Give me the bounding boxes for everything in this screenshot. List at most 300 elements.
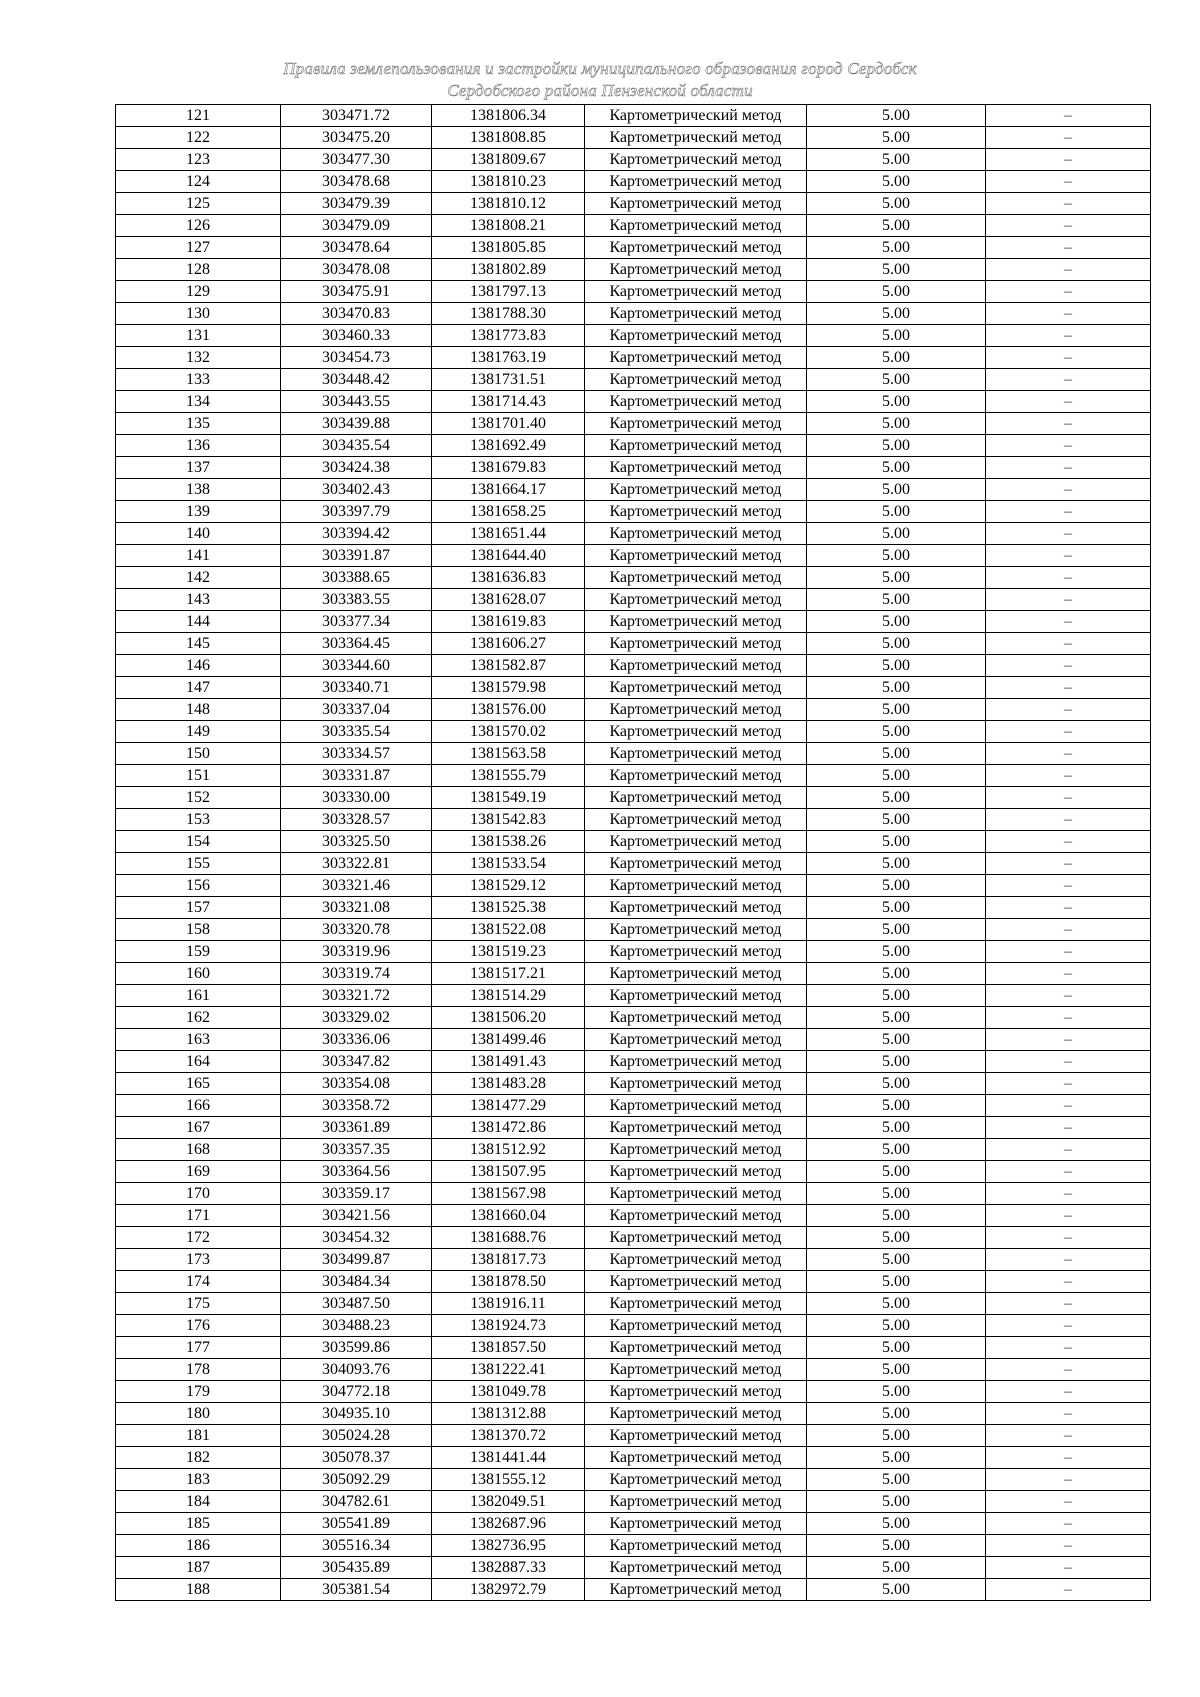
table-row: [116, 567, 1151, 589]
y-coordinate-cell: 1381688.76: [432, 1227, 585, 1249]
point-number-cell: 182: [116, 1447, 281, 1469]
x-coordinate-cell: 304935.10: [281, 1403, 432, 1425]
x-coordinate-cell: 303364.45: [281, 633, 432, 655]
table-row: [116, 1227, 1151, 1249]
y-coordinate-cell: 1381924.73: [432, 1315, 585, 1337]
y-coordinate-cell: 1381570.02: [432, 721, 585, 743]
table-row: [116, 1469, 1151, 1491]
description-cell: –: [986, 545, 1151, 567]
y-coordinate-cell: 1382049.51: [432, 1491, 585, 1513]
header-line-1: Правила землепользования и застройки муниципального образования город Сердобск: [283, 59, 917, 78]
accuracy-cell: 5.00: [807, 1491, 986, 1513]
accuracy-cell: 5.00: [807, 523, 986, 545]
point-number-cell: 181: [116, 1425, 281, 1447]
x-coordinate-cell: 303337.04: [281, 699, 432, 721]
x-coordinate-cell: 303424.38: [281, 457, 432, 479]
y-coordinate-cell: 1381522.08: [432, 919, 585, 941]
x-coordinate-cell: 303479.09: [281, 215, 432, 237]
accuracy-cell: 5.00: [807, 325, 986, 347]
accuracy-cell: 5.00: [807, 1095, 986, 1117]
x-coordinate-cell: 303321.08: [281, 897, 432, 919]
x-coordinate-cell: 303336.06: [281, 1029, 432, 1051]
y-coordinate-cell: 1381312.88: [432, 1403, 585, 1425]
description-cell: –: [986, 325, 1151, 347]
x-coordinate-cell: 303478.08: [281, 259, 432, 281]
point-number-cell: 123: [116, 149, 281, 171]
table-row: [116, 633, 1151, 655]
method-cell: Картометрический метод: [585, 1337, 807, 1359]
accuracy-cell: 5.00: [807, 721, 986, 743]
description-cell: –: [986, 1491, 1151, 1513]
description-cell: –: [986, 303, 1151, 325]
accuracy-cell: 5.00: [807, 699, 986, 721]
accuracy-cell: 5.00: [807, 655, 986, 677]
table-row: [116, 677, 1151, 699]
description-cell: –: [986, 941, 1151, 963]
point-number-cell: 184: [116, 1491, 281, 1513]
description-cell: –: [986, 347, 1151, 369]
point-number-cell: 155: [116, 853, 281, 875]
x-coordinate-cell: 305435.89: [281, 1557, 432, 1579]
description-cell: –: [986, 677, 1151, 699]
table-row: [116, 1535, 1151, 1557]
description-cell: –: [986, 655, 1151, 677]
description-cell: –: [986, 369, 1151, 391]
y-coordinate-cell: 1381802.89: [432, 259, 585, 281]
point-number-cell: 167: [116, 1117, 281, 1139]
accuracy-cell: 5.00: [807, 677, 986, 699]
accuracy-cell: 5.00: [807, 633, 986, 655]
accuracy-cell: 5.00: [807, 809, 986, 831]
method-cell: Картометрический метод: [585, 633, 807, 655]
x-coordinate-cell: 303397.79: [281, 501, 432, 523]
y-coordinate-cell: 1381579.98: [432, 677, 585, 699]
point-number-cell: 146: [116, 655, 281, 677]
point-number-cell: 178: [116, 1359, 281, 1381]
y-coordinate-cell: 1381644.40: [432, 545, 585, 567]
point-number-cell: 158: [116, 919, 281, 941]
x-coordinate-cell: 303488.23: [281, 1315, 432, 1337]
point-number-cell: 150: [116, 743, 281, 765]
point-number-cell: 133: [116, 369, 281, 391]
x-coordinate-cell: 303383.55: [281, 589, 432, 611]
method-cell: Картометрический метод: [585, 545, 807, 567]
x-coordinate-cell: 303470.83: [281, 303, 432, 325]
accuracy-cell: 5.00: [807, 919, 986, 941]
accuracy-cell: 5.00: [807, 1425, 986, 1447]
coordinates-table-body: [116, 105, 1151, 1601]
description-cell: –: [986, 1535, 1151, 1557]
point-number-cell: 162: [116, 1007, 281, 1029]
description-cell: –: [986, 1139, 1151, 1161]
x-coordinate-cell: 304093.76: [281, 1359, 432, 1381]
accuracy-cell: 5.00: [807, 1271, 986, 1293]
header-line-2: Сердобского района Пензенской области: [447, 81, 753, 100]
accuracy-cell: 5.00: [807, 303, 986, 325]
y-coordinate-cell: 1381636.83: [432, 567, 585, 589]
accuracy-cell: 5.00: [807, 765, 986, 787]
accuracy-cell: 5.00: [807, 1293, 986, 1315]
method-cell: Картометрический метод: [585, 281, 807, 303]
accuracy-cell: 5.00: [807, 1051, 986, 1073]
method-cell: Картометрический метод: [585, 1425, 807, 1447]
description-cell: –: [986, 149, 1151, 171]
y-coordinate-cell: 1381538.26: [432, 831, 585, 853]
point-number-cell: 175: [116, 1293, 281, 1315]
method-cell: Картометрический метод: [585, 743, 807, 765]
y-coordinate-cell: 1381857.50: [432, 1337, 585, 1359]
description-cell: –: [986, 1227, 1151, 1249]
table-row: [116, 1403, 1151, 1425]
x-coordinate-cell: 303479.39: [281, 193, 432, 215]
y-coordinate-cell: 1381549.19: [432, 787, 585, 809]
accuracy-cell: 5.00: [807, 215, 986, 237]
table-row: [116, 281, 1151, 303]
x-coordinate-cell: 303391.87: [281, 545, 432, 567]
x-coordinate-cell: 303340.71: [281, 677, 432, 699]
y-coordinate-cell: 1381514.29: [432, 985, 585, 1007]
accuracy-cell: 5.00: [807, 897, 986, 919]
table-row: [116, 1117, 1151, 1139]
description-cell: –: [986, 1161, 1151, 1183]
y-coordinate-cell: 1381679.83: [432, 457, 585, 479]
description-cell: –: [986, 1425, 1151, 1447]
description-cell: –: [986, 787, 1151, 809]
y-coordinate-cell: 1381808.85: [432, 127, 585, 149]
method-cell: Картометрический метод: [585, 1073, 807, 1095]
method-cell: Картометрический метод: [585, 215, 807, 237]
x-coordinate-cell: 303320.78: [281, 919, 432, 941]
description-cell: –: [986, 1051, 1151, 1073]
x-coordinate-cell: 305541.89: [281, 1513, 432, 1535]
description-cell: –: [986, 1381, 1151, 1403]
table-row: [116, 1447, 1151, 1469]
x-coordinate-cell: 304772.18: [281, 1381, 432, 1403]
description-cell: –: [986, 457, 1151, 479]
description-cell: –: [986, 1117, 1151, 1139]
description-cell: –: [986, 259, 1151, 281]
table-row: [116, 325, 1151, 347]
y-coordinate-cell: 1381660.04: [432, 1205, 585, 1227]
y-coordinate-cell: 1381806.34: [432, 105, 585, 127]
y-coordinate-cell: 1381506.20: [432, 1007, 585, 1029]
description-cell: –: [986, 1073, 1151, 1095]
y-coordinate-cell: 1381512.92: [432, 1139, 585, 1161]
point-number-cell: 157: [116, 897, 281, 919]
table-row: [116, 655, 1151, 677]
y-coordinate-cell: 1381809.67: [432, 149, 585, 171]
x-coordinate-cell: 303484.34: [281, 1271, 432, 1293]
point-number-cell: 129: [116, 281, 281, 303]
x-coordinate-cell: 303471.72: [281, 105, 432, 127]
point-number-cell: 151: [116, 765, 281, 787]
accuracy-cell: 5.00: [807, 743, 986, 765]
description-cell: –: [986, 765, 1151, 787]
table-row: [116, 875, 1151, 897]
y-coordinate-cell: 1381542.83: [432, 809, 585, 831]
point-number-cell: 180: [116, 1403, 281, 1425]
table-row: [116, 215, 1151, 237]
point-number-cell: 140: [116, 523, 281, 545]
table-row: [116, 193, 1151, 215]
y-coordinate-cell: 1382887.33: [432, 1557, 585, 1579]
x-coordinate-cell: 303319.96: [281, 941, 432, 963]
table-row: [116, 721, 1151, 743]
x-coordinate-cell: 305024.28: [281, 1425, 432, 1447]
description-cell: –: [986, 215, 1151, 237]
point-number-cell: 143: [116, 589, 281, 611]
method-cell: Картометрический метод: [585, 1447, 807, 1469]
y-coordinate-cell: 1381619.83: [432, 611, 585, 633]
method-cell: Картометрический метод: [585, 1095, 807, 1117]
method-cell: Картометрический метод: [585, 787, 807, 809]
point-number-cell: 131: [116, 325, 281, 347]
description-cell: –: [986, 479, 1151, 501]
y-coordinate-cell: 1381555.79: [432, 765, 585, 787]
accuracy-cell: 5.00: [807, 1161, 986, 1183]
table-row: [116, 237, 1151, 259]
y-coordinate-cell: 1381763.19: [432, 347, 585, 369]
table-row: [116, 127, 1151, 149]
point-number-cell: 177: [116, 1337, 281, 1359]
accuracy-cell: 5.00: [807, 1403, 986, 1425]
accuracy-cell: 5.00: [807, 259, 986, 281]
accuracy-cell: 5.00: [807, 369, 986, 391]
description-cell: –: [986, 105, 1151, 127]
x-coordinate-cell: 303402.43: [281, 479, 432, 501]
method-cell: Картометрический метод: [585, 875, 807, 897]
accuracy-cell: 5.00: [807, 457, 986, 479]
table-row: [116, 1139, 1151, 1161]
y-coordinate-cell: 1381606.27: [432, 633, 585, 655]
method-cell: Картометрический метод: [585, 809, 807, 831]
method-cell: Картометрический метод: [585, 985, 807, 1007]
description-cell: –: [986, 919, 1151, 941]
table-row: [116, 303, 1151, 325]
y-coordinate-cell: 1381916.11: [432, 1293, 585, 1315]
accuracy-cell: 5.00: [807, 435, 986, 457]
method-cell: Картометрический метод: [585, 567, 807, 589]
y-coordinate-cell: 1381692.49: [432, 435, 585, 457]
method-cell: Картометрический метод: [585, 655, 807, 677]
method-cell: Картометрический метод: [585, 831, 807, 853]
y-coordinate-cell: 1381525.38: [432, 897, 585, 919]
x-coordinate-cell: 303377.34: [281, 611, 432, 633]
y-coordinate-cell: 1382687.96: [432, 1513, 585, 1535]
accuracy-cell: 5.00: [807, 149, 986, 171]
x-coordinate-cell: 305092.29: [281, 1469, 432, 1491]
point-number-cell: 139: [116, 501, 281, 523]
y-coordinate-cell: 1381507.95: [432, 1161, 585, 1183]
x-coordinate-cell: 303364.56: [281, 1161, 432, 1183]
y-coordinate-cell: 1381797.13: [432, 281, 585, 303]
point-number-cell: 161: [116, 985, 281, 1007]
method-cell: Картометрический метод: [585, 1381, 807, 1403]
point-number-cell: 186: [116, 1535, 281, 1557]
description-cell: –: [986, 1183, 1151, 1205]
table-row: [116, 1161, 1151, 1183]
point-number-cell: 127: [116, 237, 281, 259]
method-cell: Картометрический метод: [585, 941, 807, 963]
x-coordinate-cell: 303394.42: [281, 523, 432, 545]
accuracy-cell: 5.00: [807, 1073, 986, 1095]
description-cell: –: [986, 1403, 1151, 1425]
accuracy-cell: 5.00: [807, 171, 986, 193]
x-coordinate-cell: 303344.60: [281, 655, 432, 677]
method-cell: Картометрический метод: [585, 1117, 807, 1139]
table-row: [116, 941, 1151, 963]
description-cell: –: [986, 237, 1151, 259]
y-coordinate-cell: 1382972.79: [432, 1579, 585, 1601]
point-number-cell: 156: [116, 875, 281, 897]
description-cell: –: [986, 171, 1151, 193]
method-cell: Картометрический метод: [585, 1579, 807, 1601]
accuracy-cell: 5.00: [807, 831, 986, 853]
method-cell: Картометрический метод: [585, 919, 807, 941]
point-number-cell: 147: [116, 677, 281, 699]
description-cell: –: [986, 1557, 1151, 1579]
table-row: [116, 259, 1151, 281]
method-cell: Картометрический метод: [585, 1293, 807, 1315]
accuracy-cell: 5.00: [807, 1315, 986, 1337]
x-coordinate-cell: 303477.30: [281, 149, 432, 171]
method-cell: Картометрический метод: [585, 325, 807, 347]
table-row: [116, 1029, 1151, 1051]
x-coordinate-cell: 303328.57: [281, 809, 432, 831]
table-row: [116, 1557, 1151, 1579]
accuracy-cell: 5.00: [807, 545, 986, 567]
description-cell: –: [986, 897, 1151, 919]
description-cell: –: [986, 501, 1151, 523]
point-number-cell: 148: [116, 699, 281, 721]
y-coordinate-cell: 1381805.85: [432, 237, 585, 259]
table-row: [116, 479, 1151, 501]
accuracy-cell: 5.00: [807, 1359, 986, 1381]
point-number-cell: 164: [116, 1051, 281, 1073]
accuracy-cell: 5.00: [807, 1337, 986, 1359]
table-row: [116, 919, 1151, 941]
accuracy-cell: 5.00: [807, 237, 986, 259]
table-row: [116, 1051, 1151, 1073]
point-number-cell: 121: [116, 105, 281, 127]
point-number-cell: 169: [116, 1161, 281, 1183]
y-coordinate-cell: 1382736.95: [432, 1535, 585, 1557]
y-coordinate-cell: 1381499.46: [432, 1029, 585, 1051]
accuracy-cell: 5.00: [807, 1249, 986, 1271]
accuracy-cell: 5.00: [807, 787, 986, 809]
table-row: [116, 347, 1151, 369]
y-coordinate-cell: 1381483.28: [432, 1073, 585, 1095]
method-cell: Картометрический метод: [585, 853, 807, 875]
method-cell: Картометрический метод: [585, 303, 807, 325]
point-number-cell: 159: [116, 941, 281, 963]
method-cell: Картометрический метод: [585, 611, 807, 633]
accuracy-cell: 5.00: [807, 589, 986, 611]
method-cell: Картометрический метод: [585, 1029, 807, 1051]
y-coordinate-cell: 1381370.72: [432, 1425, 585, 1447]
x-coordinate-cell: 303357.35: [281, 1139, 432, 1161]
description-cell: –: [986, 1095, 1151, 1117]
point-number-cell: 179: [116, 1381, 281, 1403]
y-coordinate-cell: 1381810.23: [432, 171, 585, 193]
x-coordinate-cell: 303322.81: [281, 853, 432, 875]
point-number-cell: 124: [116, 171, 281, 193]
description-cell: –: [986, 127, 1151, 149]
method-cell: Картометрический метод: [585, 1249, 807, 1271]
method-cell: Картометрический метод: [585, 1205, 807, 1227]
accuracy-cell: 5.00: [807, 567, 986, 589]
table-row: [116, 1315, 1151, 1337]
table-row: [116, 809, 1151, 831]
description-cell: –: [986, 523, 1151, 545]
x-coordinate-cell: 303334.57: [281, 743, 432, 765]
table-row: [116, 1271, 1151, 1293]
accuracy-cell: 5.00: [807, 1205, 986, 1227]
table-row: [116, 391, 1151, 413]
table-row: [116, 105, 1151, 127]
x-coordinate-cell: 304782.61: [281, 1491, 432, 1513]
accuracy-cell: 5.00: [807, 1535, 986, 1557]
table-row: [116, 743, 1151, 765]
method-cell: Картометрический метод: [585, 1535, 807, 1557]
description-cell: –: [986, 589, 1151, 611]
point-number-cell: 154: [116, 831, 281, 853]
description-cell: –: [986, 809, 1151, 831]
y-coordinate-cell: 1381701.40: [432, 413, 585, 435]
x-coordinate-cell: 303347.82: [281, 1051, 432, 1073]
x-coordinate-cell: 303325.50: [281, 831, 432, 853]
accuracy-cell: 5.00: [807, 985, 986, 1007]
x-coordinate-cell: 303358.72: [281, 1095, 432, 1117]
method-cell: Картометрический метод: [585, 1513, 807, 1535]
x-coordinate-cell: 305381.54: [281, 1579, 432, 1601]
y-coordinate-cell: 1381472.86: [432, 1117, 585, 1139]
point-number-cell: 174: [116, 1271, 281, 1293]
x-coordinate-cell: 303443.55: [281, 391, 432, 413]
method-cell: Картометрический метод: [585, 897, 807, 919]
y-coordinate-cell: 1381808.21: [432, 215, 585, 237]
point-number-cell: 170: [116, 1183, 281, 1205]
method-cell: Картометрический метод: [585, 457, 807, 479]
point-number-cell: 142: [116, 567, 281, 589]
x-coordinate-cell: 303331.87: [281, 765, 432, 787]
table-row: [116, 545, 1151, 567]
description-cell: –: [986, 743, 1151, 765]
table-row: [116, 611, 1151, 633]
y-coordinate-cell: 1381529.12: [432, 875, 585, 897]
description-cell: –: [986, 1469, 1151, 1491]
description-cell: –: [986, 633, 1151, 655]
description-cell: –: [986, 1249, 1151, 1271]
table-row: [116, 1249, 1151, 1271]
method-cell: Картометрический метод: [585, 435, 807, 457]
table-row: [116, 787, 1151, 809]
point-number-cell: 168: [116, 1139, 281, 1161]
method-cell: Картометрический метод: [585, 127, 807, 149]
accuracy-cell: 5.00: [807, 1513, 986, 1535]
point-number-cell: 160: [116, 963, 281, 985]
description-cell: –: [986, 1447, 1151, 1469]
accuracy-cell: 5.00: [807, 611, 986, 633]
table-row: [116, 171, 1151, 193]
y-coordinate-cell: 1381576.00: [432, 699, 585, 721]
method-cell: Картометрический метод: [585, 1469, 807, 1491]
method-cell: Картометрический метод: [585, 501, 807, 523]
method-cell: Картометрический метод: [585, 1271, 807, 1293]
method-cell: Картометрический метод: [585, 171, 807, 193]
method-cell: Картометрический метод: [585, 259, 807, 281]
y-coordinate-cell: 1381491.43: [432, 1051, 585, 1073]
